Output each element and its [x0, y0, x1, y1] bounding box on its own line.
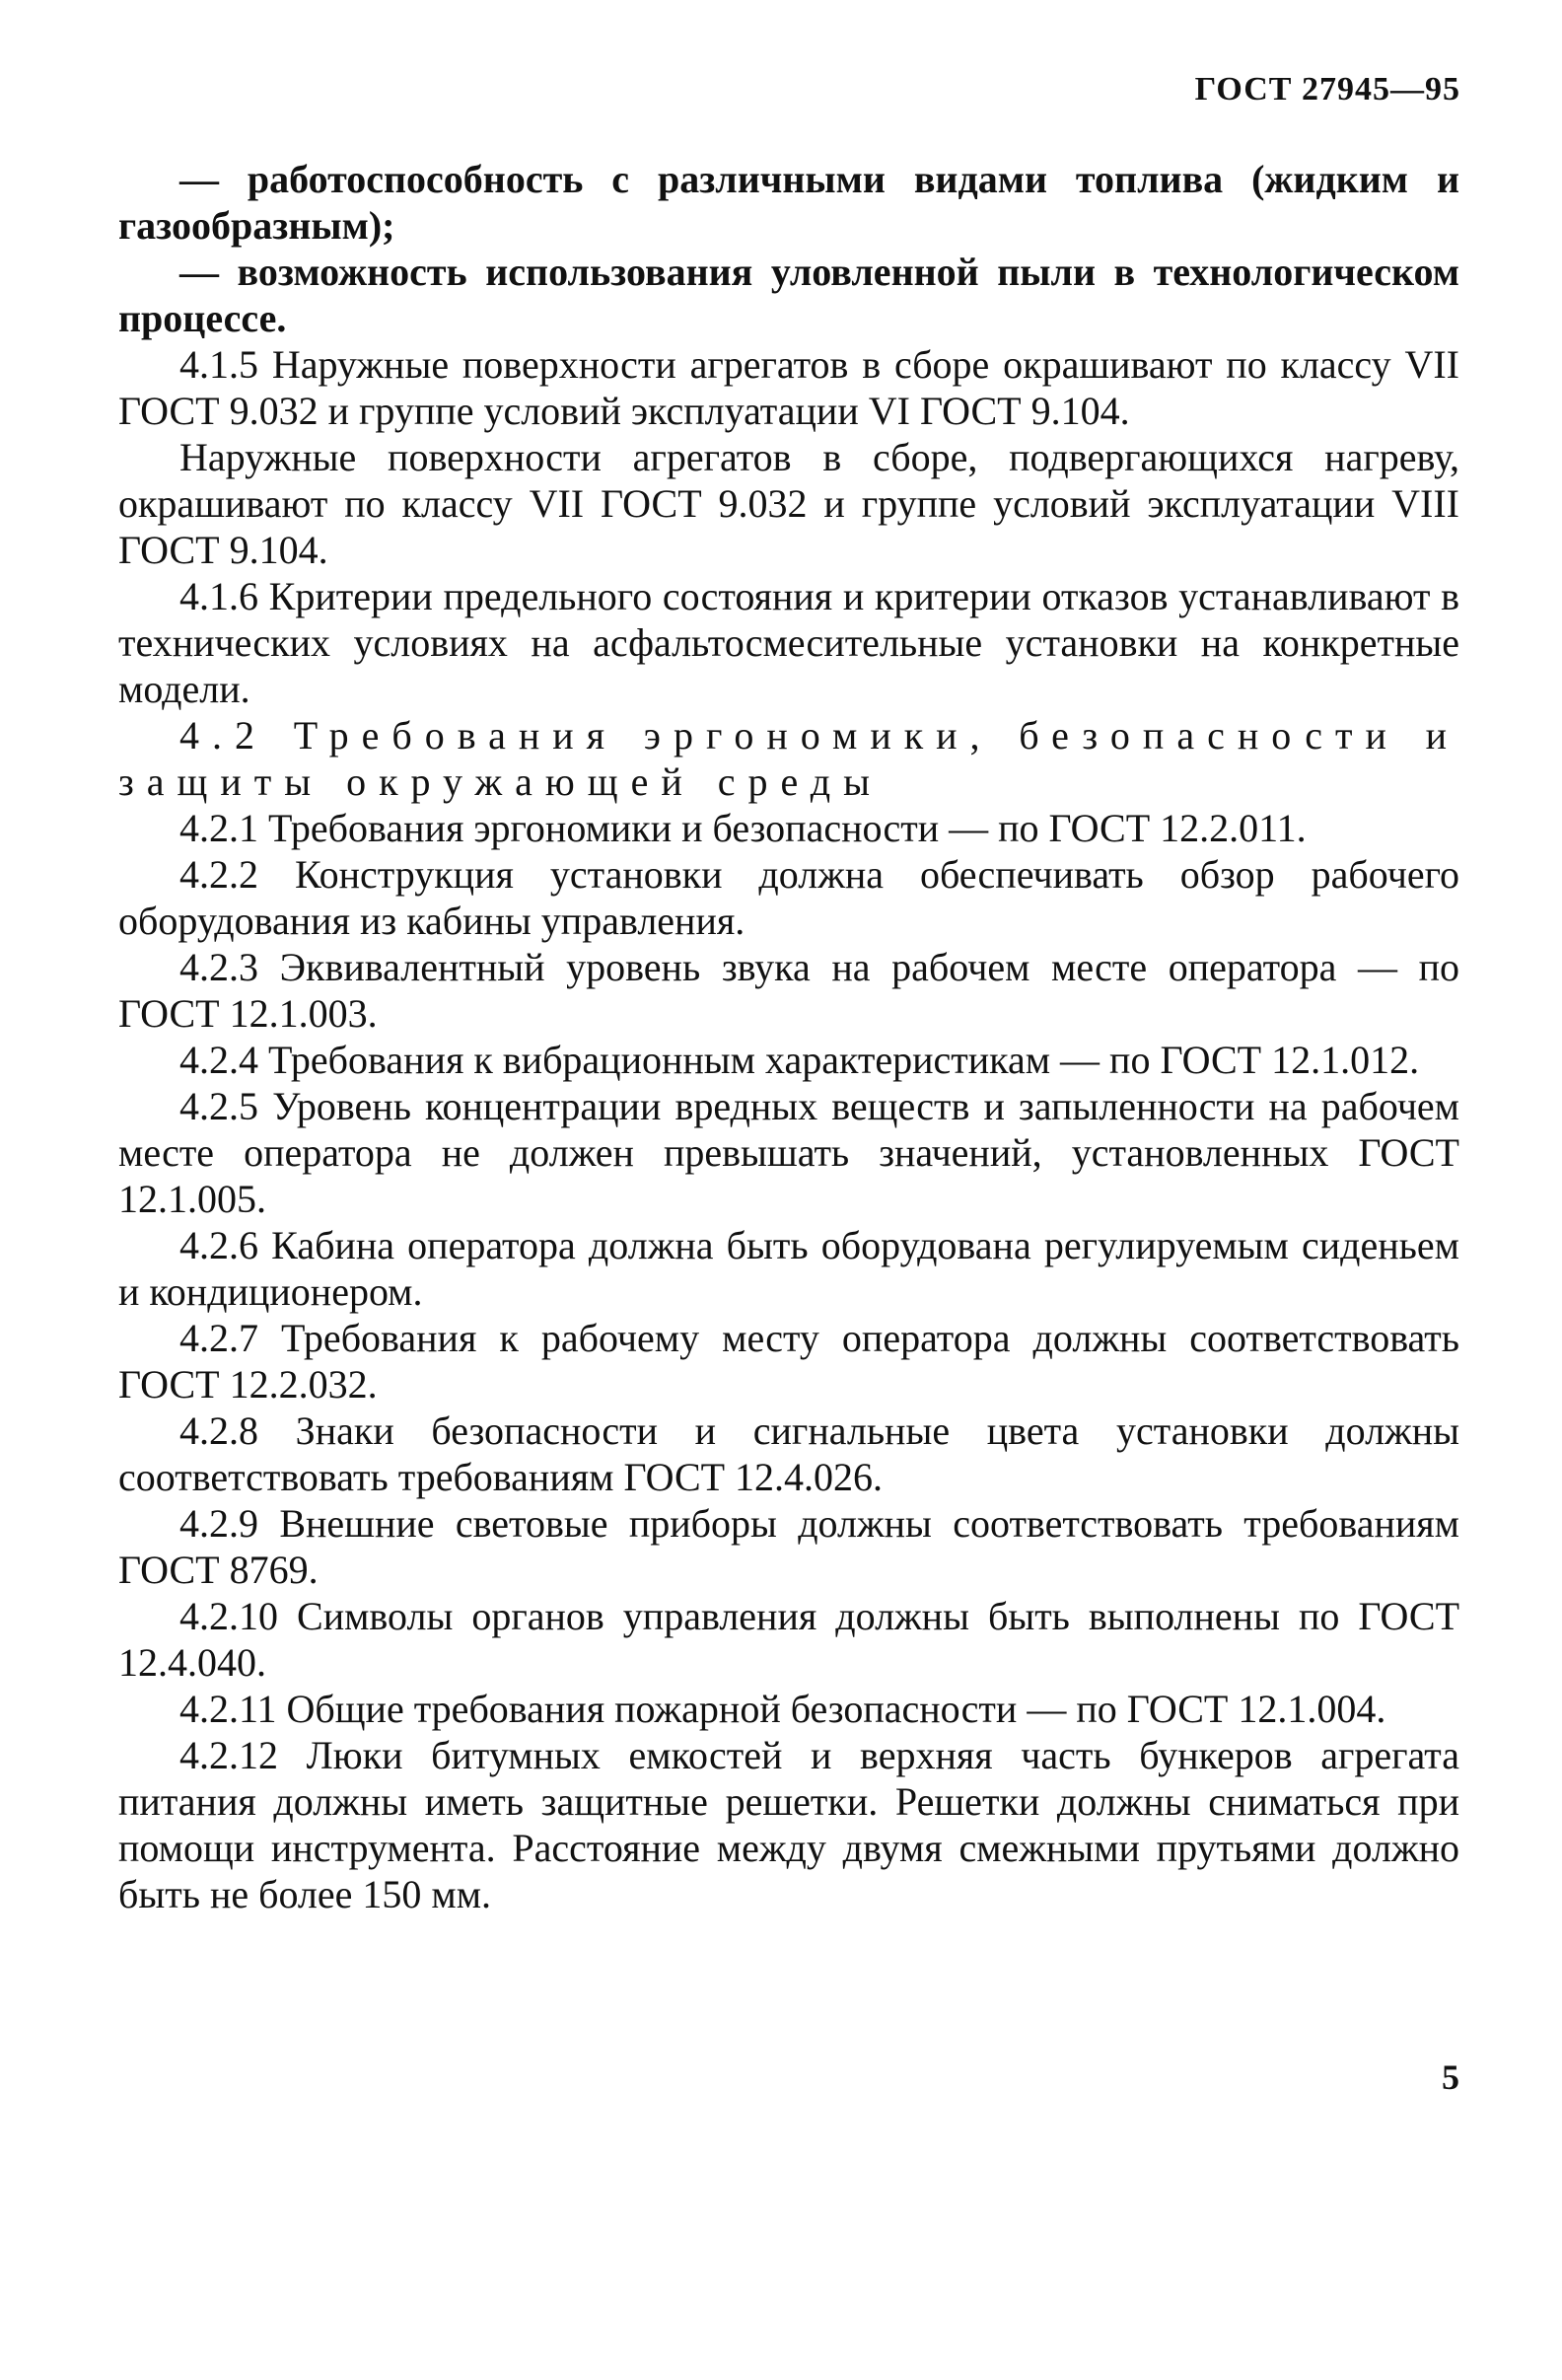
paragraph-4-2-8: 4.2.8 Знаки безопасности и сигнальные цвета установки должны соответствовать требованиям ГОСТ 12.4.026. — [118, 1408, 1459, 1499]
paragraph-heated-surfaces: Наружные поверхности агрегатов в сборе, подвергающихся нагреву, окрашивают по классу VII ГОСТ 9.032 и группе условий эксплуатации VIII ГОСТ 9.104. — [118, 435, 1459, 572]
paragraph-dust-reuse: — возможность использования уловленной пыли в технологическом процессе. — [118, 250, 1459, 340]
document-body — [118, 156, 1459, 1917]
paragraph-4-2-12: 4.2.12 Люки битумных емкостей и верхняя часть бункеров агрегата питания должны иметь защитные решетки. Решетки должны сниматься при помощи инструмента. Расстояние между двумя смежными прутьями должно быть не более 150 мм. — [118, 1733, 1459, 1916]
paragraph-4-2-3: 4.2.3 Эквивалентный уровень звука на рабочем месте оператора — по ГОСТ 12.1.003. — [118, 945, 1459, 1036]
paragraph-fuel-operability: — работоспособность с различными видами топлива (жидким и газообразным); — [118, 157, 1459, 248]
paragraph-4-2-1: 4.2.1 Требования эргономики и безопасности — по ГОСТ 12.2.011. — [179, 806, 1307, 850]
document-id-header: ГОСТ 27945—95 — [1194, 71, 1460, 108]
paragraph-4-2-4: 4.2.4 Требования к вибрационным характеристикам — по ГОСТ 12.1.012. — [179, 1038, 1420, 1082]
paragraph-4-2-9: 4.2.9 Внешние световые приборы должны соответствовать требованиям ГОСТ 8769. — [118, 1501, 1459, 1592]
paragraph-4-2-7: 4.2.7 Требования к рабочему месту оператора должны соответствовать ГОСТ 12.2.032. — [118, 1316, 1459, 1406]
section-heading-4-2: 4.2 Требования эргономики, безопасности и защиты окружающей среды — [118, 713, 1459, 804]
paragraph-4-1-6: 4.1.6 Критерии предельного состояния и критерии отказов устанавливают в технических условиях на асфальтосмесительные установки на конкретные модели. — [118, 574, 1459, 711]
paragraph-4-2-10: 4.2.10 Символы органов управления должны быть выполнены по ГОСТ 12.4.040. — [118, 1594, 1459, 1685]
paragraph-4-2-2: 4.2.2 Конструкция установки должна обеспечивать обзор рабочего оборудования из кабины управления. — [118, 852, 1459, 943]
paragraph-4-2-11: 4.2.11 Общие требования пожарной безопасности — по ГОСТ 12.1.004. — [179, 1687, 1386, 1731]
paragraph-4-2-6: 4.2.6 Кабина оператора должна быть оборудована регулируемым сиденьем и кондиционером. — [118, 1223, 1459, 1314]
page-number: 5 — [1442, 2057, 1459, 2097]
paragraph-4-1-5: 4.1.5 Наружные поверхности агрегатов в сборе окрашивают по классу VII ГОСТ 9.032 и группе условий эксплуатации VI ГОСТ 9.104. — [118, 342, 1459, 433]
paragraph-4-2-5: 4.2.5 Уровень концентрации вредных веществ и запыленности на рабочем месте оператора не должен превышать значений, установленных ГОСТ 12.1.005. — [118, 1084, 1459, 1221]
